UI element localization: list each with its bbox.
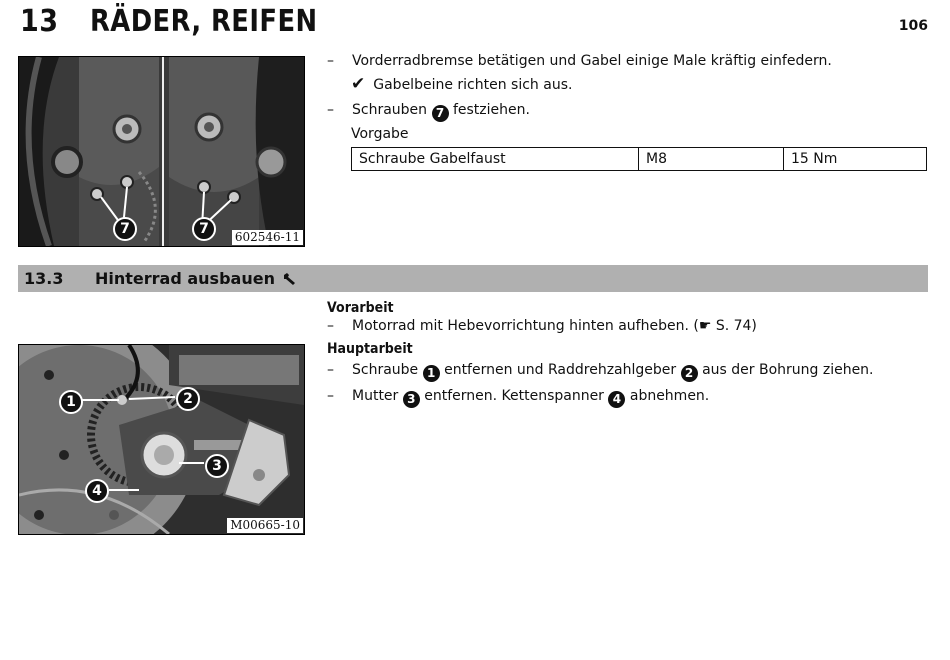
dash: –	[327, 318, 334, 334]
wrench-icon	[283, 273, 297, 285]
spec-table	[351, 147, 927, 171]
result-text: Gabelbeine richten sich aus.	[373, 77, 573, 93]
callout-7-right: 7	[192, 217, 216, 241]
callout-3: 3	[205, 454, 229, 478]
check-icon: ✔	[351, 74, 366, 94]
step-text	[352, 361, 874, 382]
callout-ref-7: 7	[432, 105, 449, 122]
step-text-part: entfernen und Raddrehzahlgeber	[444, 362, 677, 378]
callout-ref-4: 4	[608, 391, 625, 408]
section-title-text: Hinterrad ausbauen	[95, 269, 275, 288]
step-text	[352, 101, 530, 122]
step-text-part: festziehen.	[452, 102, 530, 118]
step-text: Vorderradbremse betätigen und Gabel einige Male kräftig einfedern.	[352, 53, 832, 69]
dash: –	[327, 53, 334, 69]
photo-id: M00665-10	[227, 518, 303, 533]
step-text-part: entfernen. Kettenspanner	[424, 388, 604, 404]
step-text-part: Motorrad mit Hebevorrichtung hinten aufheben. (	[352, 318, 699, 334]
table-row	[352, 148, 927, 171]
spec-torque: 15 Nm	[784, 148, 927, 171]
step-text	[352, 317, 757, 335]
step-text-part: abnehmen.	[629, 388, 710, 404]
spec-name: Schraube Gabelfaust	[352, 148, 639, 171]
chapter-title: RÄDER, REIFEN	[90, 4, 318, 39]
callout-2: 2	[176, 387, 200, 411]
spec-thread: M8	[639, 148, 784, 171]
step-text	[352, 387, 709, 408]
callout-1: 1	[59, 390, 83, 414]
fork-photo	[18, 56, 305, 247]
step-text-part: Mutter	[352, 388, 399, 404]
page-number: 106	[898, 18, 928, 34]
section-header	[18, 265, 928, 292]
rear-wheel-photo	[18, 344, 305, 535]
chapter-number: 13	[20, 4, 59, 39]
callout-ref-1: 1	[423, 365, 440, 382]
step-text-part: Schrauben	[352, 102, 428, 118]
pointing-hand-icon: ☛	[698, 318, 712, 334]
spec-label: Vorgabe	[351, 126, 409, 142]
step-text-part: aus der Bohrung ziehen.	[702, 362, 874, 378]
hauptarbeit-heading: Hauptarbeit	[327, 341, 413, 357]
fork-photo-illustration	[19, 57, 304, 246]
rear-wheel-illustration	[19, 345, 304, 534]
step-text-part: Schraube	[352, 362, 419, 378]
dash: –	[327, 102, 334, 118]
dash: –	[327, 362, 334, 378]
callout-ref-3: 3	[403, 391, 420, 408]
section-title	[95, 269, 297, 288]
dash: –	[327, 388, 334, 404]
callout-ref-2: 2	[681, 365, 698, 382]
section-number: 13.3	[24, 269, 64, 288]
vorarbeit-heading: Vorarbeit	[327, 300, 394, 316]
result-check	[351, 75, 572, 94]
callout-4: 4	[85, 479, 109, 503]
photo-id: 602546-11	[232, 230, 303, 245]
page-reference[interactable]: S. 74)	[711, 318, 757, 334]
callout-7-left: 7	[113, 217, 137, 241]
